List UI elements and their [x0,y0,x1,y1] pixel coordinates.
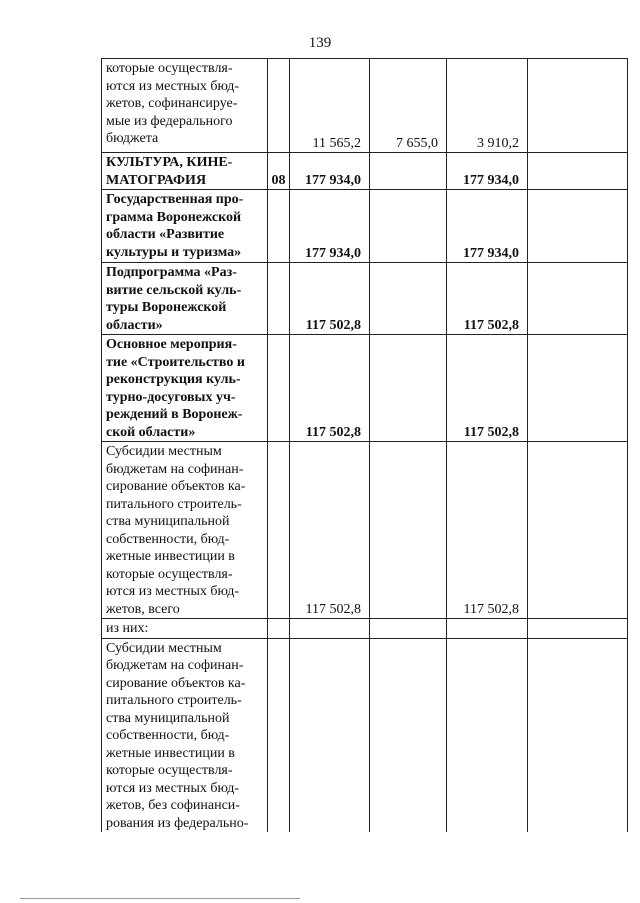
budget-table [101,58,628,832]
row-description: которые осуществля- ются из местных бюд- жетов, софинансируе- мые из федерального бюджета [106,61,240,146]
row-description: Государственная про- грамма Воронежской области «Развитие культуры и туризма» [106,192,244,260]
footer-rule [20,898,300,899]
row-description: Подпрограмма «Раз- витие сельской куль- туры Воронежской области» [106,265,242,333]
row-description: из них: [106,621,149,636]
total-amount-cell: 177 934,0 [290,153,370,190]
section-code-cell [268,442,290,619]
row-description-cell [102,153,268,190]
amount-cell-2 [370,190,447,263]
amount-cell-3: 177 934,0 [447,153,528,190]
amount-cell-3 [447,619,528,639]
section-code-cell: 08 [268,153,290,190]
amount-cell-4 [528,619,628,639]
row-description: Основное мероприя- тие «Строительство и реконструкция куль- турно-досуговых уч- реждений в Воронеж- ской области» [106,337,245,440]
amount-cell-2 [370,619,447,639]
amount-cell-4 [528,442,628,619]
amount-cell-2 [370,153,447,190]
amount-cell-3: 177 934,0 [447,190,528,263]
table-row [102,638,628,832]
amount-cell-2 [370,638,447,832]
section-code-cell [268,263,290,335]
page-number: 139 [308,35,332,51]
table-row [102,619,628,639]
row-description-cell [102,619,268,639]
amount-cell-4 [528,335,628,442]
section-code-cell [268,638,290,832]
amount-cell-3: 3 910,2 [447,59,528,153]
table-row [102,153,628,190]
section-code-cell [268,619,290,639]
amount-cell-2 [370,335,447,442]
row-description: Субсидии местным бюджетам на софинан- сирование объектов ка- питального строитель- ства муниципальной собственности, бюд- жетные инвестиции в которые осуществля- ются из местных бюд- жетов, без софинанси- рования из федерально- [106,640,249,831]
total-amount-cell [290,619,370,639]
row-description-cell [102,335,268,442]
amount-cell-2 [370,442,447,619]
total-amount-cell: 117 502,8 [290,263,370,335]
amount-cell-4 [528,638,628,832]
total-amount-cell: 117 502,8 [290,335,370,442]
section-code-cell [268,190,290,263]
amount-cell-3: 117 502,8 [447,442,528,619]
row-description: Субсидии местным бюджетам на софинан- сирование объектов ка- питального строитель- ства муниципальной собственности, бюд- жетные инвестиции в которые осуществля- ются из местных бюд- жетов, всего [106,444,246,617]
row-description-cell [102,263,268,335]
table-row [102,59,628,153]
row-description-cell [102,638,268,832]
row-description: КУЛЬТУРА, КИНЕ- МАТОГРАФИЯ [106,155,233,188]
amount-cell-4 [528,59,628,153]
total-amount-cell: 11 565,2 [290,59,370,153]
amount-cell-3: 117 502,8 [447,263,528,335]
section-code-cell [268,59,290,153]
section-code-cell [268,335,290,442]
amount-cell-2: 7 655,0 [370,59,447,153]
total-amount-cell: 177 934,0 [290,190,370,263]
row-description-cell [102,59,268,153]
table-row [102,190,628,263]
amount-cell-4 [528,263,628,335]
amount-cell-4 [528,190,628,263]
total-amount-cell: 117 502,8 [290,442,370,619]
table-row [102,442,628,619]
amount-cell-3 [447,638,528,832]
row-description-cell [102,442,268,619]
amount-cell-2 [370,263,447,335]
table-row [102,335,628,442]
amount-cell-3: 117 502,8 [447,335,528,442]
amount-cell-4 [528,153,628,190]
row-description-cell [102,190,268,263]
table-row [102,263,628,335]
total-amount-cell [290,638,370,832]
